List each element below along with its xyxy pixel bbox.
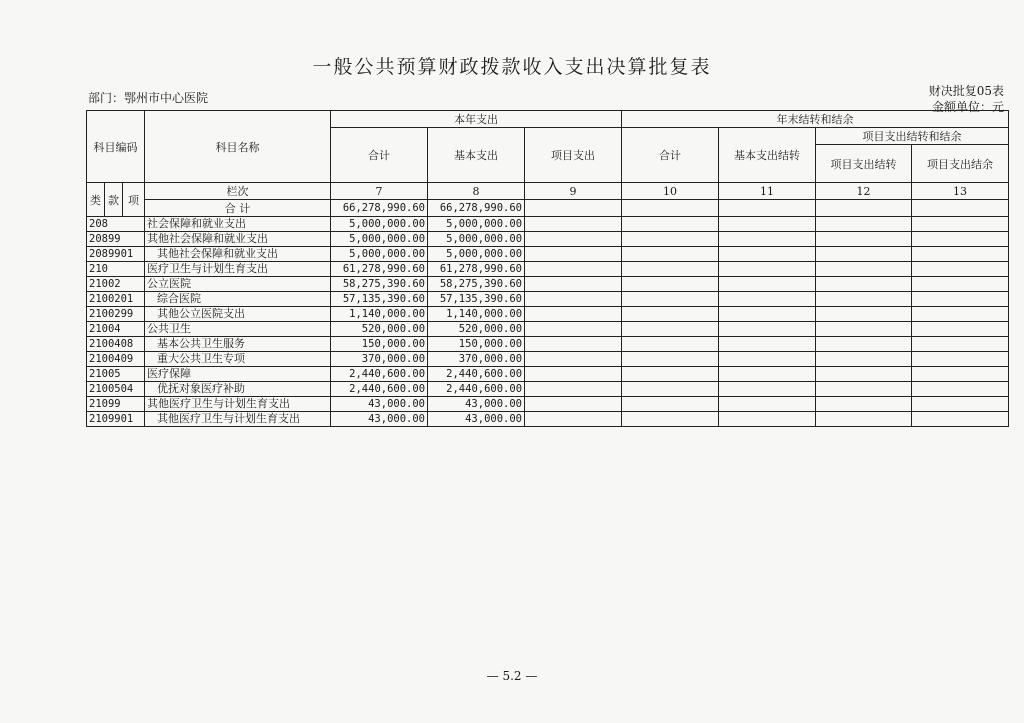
col-num-11: 11	[719, 183, 816, 200]
row-basic: 2,440,600.00	[428, 382, 525, 397]
page-number: — 5.2 —	[486, 669, 538, 683]
row-name: 综合医院	[145, 292, 331, 307]
table-row	[87, 382, 1009, 397]
row-total: 5,000,000.00	[331, 232, 428, 247]
row-name: 其他医疗卫生与计划生育支出	[145, 397, 331, 412]
row-total: 43,000.00	[331, 412, 428, 427]
row-code: 2100201	[87, 292, 145, 307]
row-total: 150,000.00	[331, 337, 428, 352]
row-basic: 43,000.00	[428, 397, 525, 412]
sum-basic: 66,278,990.60	[428, 200, 525, 217]
row-name: 重大公共卫生专项	[145, 352, 331, 367]
row-basic: 150,000.00	[428, 337, 525, 352]
row-basic: 2,440,600.00	[428, 367, 525, 382]
table-row	[87, 232, 1009, 247]
table-row	[87, 322, 1009, 337]
row-basic: 61,278,990.60	[428, 262, 525, 277]
row-total: 2,440,600.00	[331, 367, 428, 382]
row-name: 基本公共卫生服务	[145, 337, 331, 352]
row-code: 210	[87, 262, 145, 277]
row-name: 社会保障和就业支出	[145, 217, 331, 232]
table-row	[87, 337, 1009, 352]
row-basic: 43,000.00	[428, 412, 525, 427]
row-name: 其他公立医院支出	[145, 307, 331, 322]
row-basic: 1,140,000.00	[428, 307, 525, 322]
column-no-label: 栏次	[145, 183, 331, 200]
table-row	[87, 412, 1009, 427]
current-year-header: 本年支出	[331, 111, 622, 128]
row-name: 其他医疗卫生与计划生育支出	[145, 412, 331, 427]
table-row	[87, 352, 1009, 367]
sum-total: 66,278,990.60	[331, 200, 428, 217]
kuan-header: 款	[105, 183, 123, 217]
row-name: 医疗卫生与计划生育支出	[145, 262, 331, 277]
row-code: 2089901	[87, 247, 145, 262]
xiang-header: 项	[123, 183, 145, 217]
row-code: 208	[87, 217, 145, 232]
row-code: 21005	[87, 367, 145, 382]
row-total: 5,000,000.00	[331, 217, 428, 232]
page-title: 一般公共预算财政拨款收入支出决算批复表	[312, 56, 712, 78]
row-total: 43,000.00	[331, 397, 428, 412]
row-total: 2,440,600.00	[331, 382, 428, 397]
lei-header: 类	[87, 183, 105, 217]
row-basic: 370,000.00	[428, 352, 525, 367]
row-name: 公立医院	[145, 277, 331, 292]
table-row	[87, 217, 1009, 232]
row-code: 2109901	[87, 412, 145, 427]
table-row	[87, 397, 1009, 412]
project-header: 项目支出	[525, 128, 622, 183]
col-num-8: 8	[428, 183, 525, 200]
row-code: 2100299	[87, 307, 145, 322]
row-name: 优抚对象医疗补助	[145, 382, 331, 397]
row-basic: 58,275,390.60	[428, 277, 525, 292]
project-carry-group-header: 项目支出结转和结余	[816, 128, 1009, 145]
row-total: 1,140,000.00	[331, 307, 428, 322]
project-carry-header: 项目支出结转	[816, 145, 912, 183]
subject-code-header: 科目编码	[87, 111, 145, 183]
department-label: 部门：鄂州市中心医院	[88, 91, 209, 105]
row-code: 2100409	[87, 352, 145, 367]
table-row	[87, 262, 1009, 277]
row-basic: 5,000,000.00	[428, 232, 525, 247]
row-code: 2100408	[87, 337, 145, 352]
row-code: 21002	[87, 277, 145, 292]
table-row	[87, 307, 1009, 322]
amount-unit: 金额单位：元	[931, 100, 1004, 114]
row-total: 61,278,990.60	[331, 262, 428, 277]
col-num-10: 10	[622, 183, 719, 200]
row-code: 21099	[87, 397, 145, 412]
col-num-9: 9	[525, 183, 622, 200]
row-name: 公共卫生	[145, 322, 331, 337]
row-total: 57,135,390.60	[331, 292, 428, 307]
year-end-header: 年末结转和结余	[622, 111, 1009, 128]
subject-name-header: 科目名称	[145, 111, 331, 183]
row-total: 58,275,390.60	[331, 277, 428, 292]
total-header: 合计	[331, 128, 428, 183]
basic-header: 基本支出	[428, 128, 525, 183]
row-code: 21004	[87, 322, 145, 337]
basic-carry-header: 基本支出结转	[719, 128, 816, 183]
budget-table	[86, 110, 1009, 427]
table-row	[87, 292, 1009, 307]
row-total: 5,000,000.00	[331, 247, 428, 262]
row-basic: 5,000,000.00	[428, 217, 525, 232]
row-total: 520,000.00	[331, 322, 428, 337]
row-name: 其他社会保障和就业支出	[145, 232, 331, 247]
table-row	[87, 277, 1009, 292]
col-num-13: 13	[912, 183, 1009, 200]
table-row	[87, 247, 1009, 262]
row-total: 370,000.00	[331, 352, 428, 367]
col-num-12: 12	[816, 183, 912, 200]
table-row	[87, 367, 1009, 382]
row-basic: 57,135,390.60	[428, 292, 525, 307]
row-basic: 520,000.00	[428, 322, 525, 337]
row-name: 医疗保障	[145, 367, 331, 382]
row-basic: 5,000,000.00	[428, 247, 525, 262]
col-num-7: 7	[331, 183, 428, 200]
row-code: 2100504	[87, 382, 145, 397]
project-surplus-header: 项目支出结余	[912, 145, 1009, 183]
row-name: 其他社会保障和就业支出	[145, 247, 331, 262]
sum-label: 合 计	[145, 200, 331, 217]
year-end-total-header: 合计	[622, 128, 719, 183]
row-code: 20899	[87, 232, 145, 247]
form-number: 财决批复05表	[928, 84, 1004, 98]
